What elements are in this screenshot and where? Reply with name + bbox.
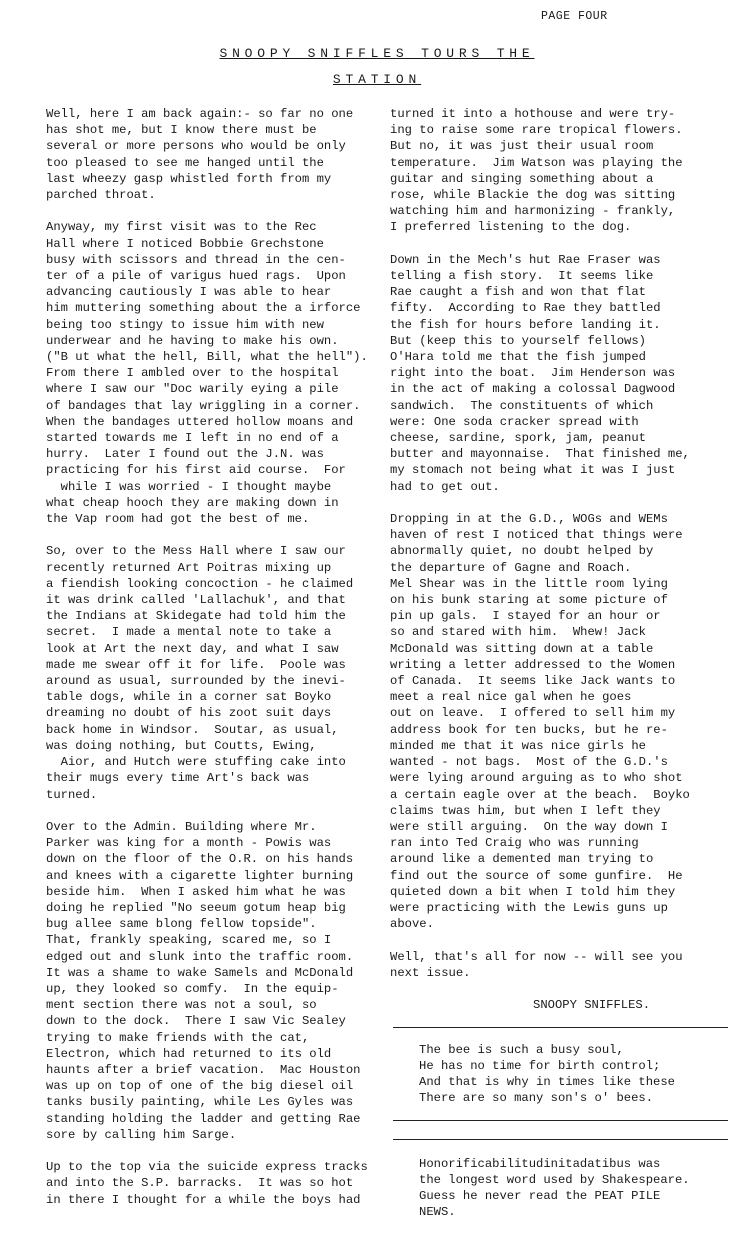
right-column bbox=[390, 106, 735, 1234]
text-line: down on the floor of the O.R. on his hands bbox=[46, 852, 354, 867]
paragraph bbox=[46, 106, 386, 203]
text-line: around as usual, surrounded by the inevi- bbox=[46, 674, 346, 689]
text-line: Rae caught a fish and won that flat bbox=[390, 285, 646, 300]
text-line: But (keep this to yourself fellows) bbox=[390, 333, 646, 348]
text-line: was doing nothing, but Coutts, Ewing, bbox=[46, 738, 317, 753]
text-line: Anyway, my first visit was to the Rec bbox=[46, 220, 317, 235]
text-line: of bandages that lay wriggling in a corner. bbox=[46, 398, 361, 413]
right-column-paragraphs bbox=[390, 106, 735, 981]
text-line: table dogs, while in a corner sat Boyko bbox=[46, 690, 332, 705]
text-line: ing to raise some rare tropical flowers. bbox=[390, 123, 683, 138]
text-line: When the bandages uttered hollow moans and bbox=[46, 414, 354, 429]
text-line: address book for ten bucks, but he re- bbox=[390, 722, 668, 737]
text-line: were practicing with the Lewis guns up bbox=[390, 900, 668, 915]
text-line: edged out and slunk into the traffic room. bbox=[46, 949, 354, 964]
text-line: beside him. When I asked him what he was bbox=[46, 884, 346, 899]
text-line: has shot me, but I know there must be bbox=[46, 123, 317, 138]
text-line: the fish for hours before landing it. bbox=[390, 317, 661, 332]
text-line: bug allee same blong fellow topside". bbox=[46, 917, 317, 932]
text-line: sore by calling him Sarge. bbox=[46, 1127, 237, 1142]
text-line: the Indians at Skidegate had told him the bbox=[46, 609, 346, 624]
text-line: dreaming no doubt of his zoot suit days bbox=[46, 706, 332, 721]
text-line: secret. I made a mental note to take a bbox=[46, 625, 332, 640]
text-line: what cheap hooch they are making down in bbox=[46, 495, 339, 510]
text-line: Dropping in at the G.D., WOGs and WEMs bbox=[390, 512, 668, 527]
text-line: standing holding the ladder and getting Rae bbox=[46, 1111, 361, 1126]
text-line: Up to the top via the suicide express tracks bbox=[46, 1160, 368, 1175]
text-line: it was drink called 'Lallachuk', and that bbox=[46, 593, 346, 608]
paragraph bbox=[390, 106, 735, 236]
text-line: right into the boat. Jim Henderson was bbox=[390, 366, 676, 381]
text-line: the Vap room had got the best of me. bbox=[46, 512, 310, 527]
text-line: ter of a pile of varigus hued rags. Upon bbox=[46, 269, 346, 284]
text-line: haven of rest I noticed that things were bbox=[390, 528, 683, 543]
text-line: Parker was king for a month - Powis was bbox=[46, 836, 332, 851]
text-line: minded me that it was nice girls he bbox=[390, 738, 646, 753]
text-line: recently returned Art Poitras mixing up bbox=[46, 560, 332, 575]
text-line: turned. bbox=[46, 787, 98, 802]
text-line: a certain eagle over at the beach. Boyko bbox=[390, 787, 690, 802]
text-line: doing he replied "No seeum gotum heap big bbox=[46, 900, 346, 915]
text-line: was up on top of one of the big diesel oil bbox=[46, 1079, 354, 1094]
text-line: ran into Ted Craig who was running bbox=[390, 836, 639, 851]
page-number: PAGE FOUR bbox=[541, 10, 608, 23]
text-line: where I saw our "Doc warily eying a pile bbox=[46, 382, 339, 397]
text-line: Over to the Admin. Building where Mr. bbox=[46, 819, 317, 834]
text-line: Honorificabilitudinitadatibus was bbox=[419, 1157, 661, 1172]
text-line: quieted down a bit when I told him they bbox=[390, 884, 676, 899]
text-line: around like a demented man trying to bbox=[390, 852, 654, 867]
text-line: next issue. bbox=[390, 965, 471, 980]
paragraph bbox=[390, 511, 735, 932]
text-line: had to get out. bbox=[390, 479, 500, 494]
text-line: That, frankly speaking, scared me, so I bbox=[46, 933, 332, 948]
text-line: the departure of Gagne and Roach. bbox=[390, 560, 632, 575]
text-line: my stomach not being what it was I just bbox=[390, 463, 676, 478]
text-line: The bee is such a busy soul, bbox=[419, 1043, 624, 1058]
text-line: above. bbox=[390, 917, 434, 932]
paragraph bbox=[46, 1159, 386, 1208]
text-line: their mugs every time Art's back was bbox=[46, 771, 310, 786]
text-line: made me swear off it for life. Poole was bbox=[46, 657, 346, 672]
text-line: Aior, and Hutch were stuffing cake into bbox=[46, 755, 346, 770]
text-line: O'Hara told me that the fish jumped bbox=[390, 350, 646, 365]
text-line: meet a real nice gal when he goes bbox=[390, 690, 632, 705]
text-line: practicing for his first aid course. For bbox=[46, 463, 346, 478]
text-line: fifty. According to Rae they battled bbox=[390, 301, 661, 316]
text-line: while I was worried - I thought maybe bbox=[46, 479, 332, 494]
text-line: writing a letter addressed to the Women bbox=[390, 657, 676, 672]
text-line: find out the source of some gunfire. He bbox=[390, 868, 683, 883]
text-line: sandwich. The constituents of which bbox=[390, 398, 654, 413]
text-line: Well, that's all for now -- will see you bbox=[390, 949, 683, 964]
text-line: From there I ambled over to the hospital bbox=[46, 366, 339, 381]
text-line: the longest word used by Shakespeare. bbox=[419, 1173, 690, 1188]
text-line: of Canada. It seems like Jack wants to bbox=[390, 674, 676, 689]
text-line: But no, it was just their usual room bbox=[390, 139, 654, 154]
text-line: were lying around arguing as to who shot bbox=[390, 771, 683, 786]
text-line: hurry. Later I found out the J.N. was bbox=[46, 447, 324, 462]
note-box bbox=[393, 1139, 728, 1234]
poem-box bbox=[393, 1027, 728, 1121]
text-line: pin up gals. I stayed for an hour or bbox=[390, 609, 661, 624]
text-line: Mel Shear was in the little room lying bbox=[390, 576, 668, 591]
text-line: advancing cautiously I was able to hear bbox=[46, 285, 332, 300]
text-line: Guess he never read the PEAT PILE bbox=[419, 1189, 661, 1204]
left-column bbox=[46, 106, 386, 1224]
text-line: in there I thought for a while the boys had bbox=[46, 1192, 361, 1207]
text-line: down to the dock. There I saw Vic Sealey bbox=[46, 1014, 346, 1029]
text-line: and into the S.P. barracks. It was so hot bbox=[46, 1176, 354, 1191]
text-line: Electron, which had returned to its old bbox=[46, 1046, 332, 1061]
text-line: turned it into a hothouse and were try- bbox=[390, 107, 676, 121]
text-line: He has no time for birth control; bbox=[419, 1059, 661, 1074]
text-line: tanks busily painting, while Les Gyles was bbox=[46, 1095, 354, 1110]
text-line: ("B ut what the hell, Bill, what the hell"). bbox=[46, 350, 368, 365]
text-line: telling a fish story. It seems like bbox=[390, 269, 654, 284]
text-line: out on leave. I offered to sell him my bbox=[390, 706, 676, 721]
text-line: started towards me I left in no end of a bbox=[46, 431, 339, 446]
paragraph bbox=[46, 819, 386, 1143]
text-line: were still arguing. On the way down I bbox=[390, 819, 668, 834]
text-line: And that is why in times like these bbox=[419, 1075, 675, 1090]
text-line: guitar and singing something about a bbox=[390, 171, 654, 186]
text-line: wanted - not bags. Most of the G.D.'s bbox=[390, 755, 668, 770]
text-line: trying to make friends with the cat, bbox=[46, 1030, 310, 1045]
text-line: Down in the Mech's hut Rae Fraser was bbox=[390, 252, 661, 267]
text-line: claims twas him, but when I left they bbox=[390, 803, 661, 818]
article-title-line-1: SNOOPY SNIFFLES TOURS THE bbox=[219, 46, 535, 61]
text-line: It was a shame to wake Samels and McDonald bbox=[46, 965, 354, 980]
text-line: so and stared with him. Whew! Jack bbox=[390, 625, 646, 640]
text-line: haunts after a brief vacation. Mac Houston bbox=[46, 1062, 361, 1077]
text-line: There are so many son's o' bees. bbox=[419, 1091, 654, 1106]
text-line: Hall where I noticed Bobbie Grechstone bbox=[46, 236, 324, 251]
text-line: up, they looked so comfy. In the equip- bbox=[46, 981, 339, 996]
article-title-line-2: STATION bbox=[332, 72, 422, 87]
text-line: parched throat. bbox=[46, 188, 156, 203]
text-line: too pleased to see me hanged until the bbox=[46, 155, 324, 170]
text-line: cheese, sardine, spork, jam, peanut bbox=[390, 431, 646, 446]
text-line: butter and mayonnaise. That finished me, bbox=[390, 447, 690, 462]
paragraph bbox=[46, 543, 386, 802]
text-line: several or more persons who would be only bbox=[46, 139, 346, 154]
text-line: NEWS. bbox=[419, 1205, 456, 1220]
text-line: a fiendish looking concoction - he claimed bbox=[46, 576, 354, 591]
text-line: McDonald was sitting down at a table bbox=[390, 641, 654, 656]
paragraph bbox=[46, 219, 386, 527]
text-line: temperature. Jim Watson was playing the bbox=[390, 155, 683, 170]
paragraph bbox=[390, 949, 735, 981]
text-line: were: One soda cracker spread with bbox=[390, 414, 639, 429]
text-line: being too stingy to issue him with new bbox=[46, 317, 324, 332]
text-line: on his bunk staring at some picture of bbox=[390, 593, 668, 608]
text-line: ment section there was not a soul, so bbox=[46, 998, 317, 1013]
text-line: rose, while Blackie the dog was sitting bbox=[390, 188, 676, 203]
signature: SNOOPY SNIFFLES. bbox=[533, 998, 651, 1013]
text-line: busy with scissors and thread in the cen- bbox=[46, 252, 346, 267]
text-line: underwear and he having to make his own. bbox=[46, 333, 339, 348]
text-line: So, over to the Mess Hall where I saw our bbox=[46, 544, 346, 559]
text-line: I preferred listening to the dog. bbox=[390, 220, 632, 235]
text-line: watching him and harmonizing - frankly, bbox=[390, 204, 676, 219]
text-line: look at Art the next day, and what I saw bbox=[46, 641, 339, 656]
text-line: back home in Windsor. Soutar, as usual, bbox=[46, 722, 339, 737]
text-line: him muttering something about the a irforce bbox=[46, 301, 361, 316]
text-line: in the act of making a colossal Dagwood bbox=[390, 382, 676, 397]
text-line: and knees with a cigarette lighter burning bbox=[46, 868, 354, 883]
paragraph bbox=[390, 252, 735, 495]
text-line: abnormally quiet, no doubt helped by bbox=[390, 544, 654, 559]
text-line: last wheezy gasp whistled forth from my bbox=[46, 171, 332, 186]
text-line: Well, here I am back again:- so far no one bbox=[46, 107, 354, 121]
